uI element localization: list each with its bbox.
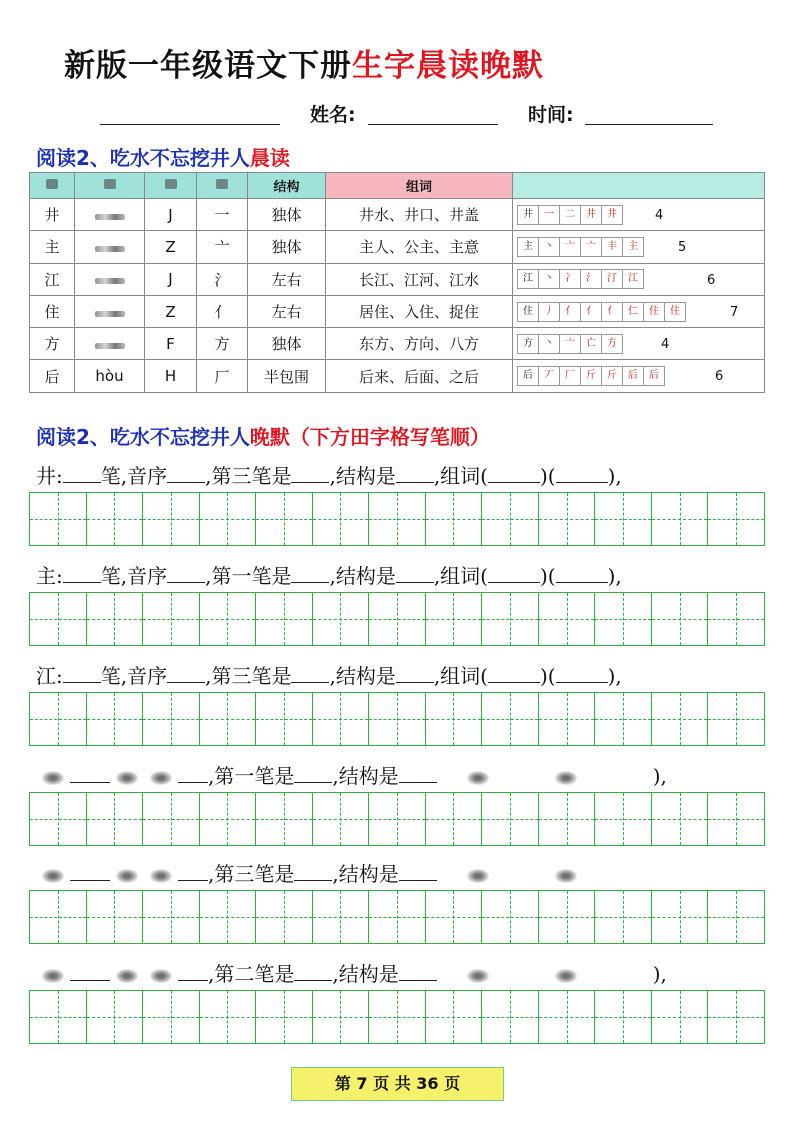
cell-char: 后 — [30, 360, 75, 392]
grid-cell[interactable] — [482, 593, 539, 645]
question-text: ,第一笔是 — [208, 764, 295, 788]
grid-cell[interactable] — [708, 991, 764, 1043]
page-number-badge: 第 7 页 共 36 页 — [291, 1067, 504, 1101]
stroke-step: 丿 — [538, 302, 560, 322]
cell-radical: 亠 — [197, 231, 248, 263]
tianzige-grid — [29, 692, 765, 746]
student-info-row — [0, 96, 794, 130]
stroke-step: 主 — [517, 237, 539, 257]
grid-cell[interactable] — [539, 793, 596, 845]
grid-cell[interactable] — [426, 593, 483, 645]
cell-structure: 左右 — [248, 295, 326, 327]
stroke-step: 丰 — [601, 237, 623, 257]
grid-cell[interactable] — [87, 891, 144, 943]
grid-cell[interactable] — [595, 693, 652, 745]
grid-cell[interactable] — [87, 991, 144, 1043]
grid-cell[interactable] — [539, 693, 596, 745]
grid-cell[interactable] — [539, 493, 596, 545]
stroke-step: 住 — [517, 302, 539, 322]
stroke-step: 井 — [601, 205, 623, 225]
name-blank[interactable] — [368, 124, 498, 125]
grid-cell[interactable] — [539, 991, 596, 1043]
cell-stroke-order — [513, 231, 765, 263]
stroke-count-blank[interactable] — [63, 463, 101, 483]
grid-cell[interactable] — [313, 891, 370, 943]
grid-cell[interactable] — [200, 891, 257, 943]
stroke-blank[interactable] — [294, 961, 332, 981]
word-blank[interactable] — [488, 463, 540, 483]
header-radical — [197, 173, 248, 199]
stroke-blank[interactable] — [291, 663, 329, 683]
blank[interactable] — [178, 961, 208, 981]
grid-cell[interactable] — [200, 693, 257, 745]
cell-pinyin — [75, 263, 145, 295]
grid-cell[interactable] — [256, 593, 313, 645]
table-row — [30, 328, 765, 360]
grid-cell[interactable] — [30, 693, 87, 745]
cell-structure: 独体 — [248, 231, 326, 263]
section-morning-lesson: 阅读2、吃水不忘挖井人 — [36, 146, 250, 170]
question-text: ,第二笔是 — [208, 962, 295, 986]
stroke-step: 亠 — [580, 237, 602, 257]
question-text: ,组词( — [433, 664, 488, 688]
question-text: 笔,音序 — [100, 564, 168, 588]
stroke-count: 6 — [715, 369, 724, 385]
section-evening-title — [36, 421, 490, 450]
grid-cell[interactable] — [426, 891, 483, 943]
header-letter — [145, 173, 197, 199]
question-text: ), — [652, 764, 667, 788]
grid-cell[interactable] — [369, 793, 426, 845]
blank[interactable] — [178, 763, 208, 783]
cell-char: 井 — [30, 199, 75, 231]
initial-blank[interactable] — [167, 563, 205, 583]
grid-cell[interactable] — [143, 593, 200, 645]
grid-cell[interactable] — [87, 493, 144, 545]
question-text: ,结构是 — [329, 464, 396, 488]
cell-letter: J — [145, 199, 197, 231]
table-row — [30, 231, 765, 263]
question-line — [36, 560, 622, 589]
grid-cell[interactable] — [482, 493, 539, 545]
grid-cell[interactable] — [595, 891, 652, 943]
question-text: 主: — [36, 564, 63, 588]
stroke-step: 井 — [517, 205, 539, 225]
stroke-step: 亻 — [580, 302, 602, 322]
cell-pinyin — [75, 231, 145, 263]
stroke-step: 后 — [517, 366, 539, 386]
cell-stroke-order — [513, 328, 765, 360]
cell-structure: 半包围 — [248, 360, 326, 392]
grid-cell[interactable] — [369, 693, 426, 745]
character-table — [29, 172, 765, 393]
title-main: 新版一年级语文下册 — [64, 48, 352, 84]
grid-cell[interactable] — [652, 793, 709, 845]
word-blank[interactable] — [488, 663, 540, 683]
stroke-step: 丶 — [538, 237, 560, 257]
grid-cell[interactable] — [426, 793, 483, 845]
grid-cell[interactable] — [30, 991, 87, 1043]
grid-cell[interactable] — [652, 991, 709, 1043]
section-morning-title — [36, 142, 290, 171]
question-line — [36, 460, 622, 489]
cell-char: 江 — [30, 263, 75, 295]
stroke-step: 住 — [643, 302, 665, 322]
structure-blank[interactable] — [396, 563, 434, 583]
table-row — [30, 199, 765, 231]
cell-letter: J — [145, 263, 197, 295]
stroke-step: 二 — [559, 205, 581, 225]
blank[interactable] — [70, 861, 110, 881]
stroke-blank[interactable] — [291, 563, 329, 583]
stroke-step: 亡 — [580, 334, 602, 354]
word-blank[interactable] — [556, 563, 608, 583]
grid-cell[interactable] — [256, 891, 313, 943]
structure-blank[interactable] — [399, 861, 437, 881]
grid-cell[interactable] — [143, 891, 200, 943]
stroke-step: 一 — [538, 205, 560, 225]
cell-letter: Z — [145, 295, 197, 327]
stroke-step: 仁 — [622, 302, 644, 322]
table-row — [30, 263, 765, 295]
stroke-step: 冫 — [559, 269, 581, 289]
grid-cell[interactable] — [539, 593, 596, 645]
table-row — [30, 295, 765, 327]
word-blank[interactable] — [488, 563, 540, 583]
table-row — [30, 360, 765, 392]
cell-radical: 方 — [197, 328, 248, 360]
grid-cell[interactable] — [200, 593, 257, 645]
grid-cell[interactable] — [652, 593, 709, 645]
stroke-step: 江 — [622, 269, 644, 289]
stroke-step: 后 — [643, 366, 665, 386]
stroke-step: 住 — [664, 302, 686, 322]
question-text: 江: — [36, 664, 63, 688]
grid-cell[interactable] — [369, 991, 426, 1043]
stroke-step: 厂 — [559, 366, 581, 386]
section-evening-lesson: 阅读2、吃水不忘挖井人 — [36, 425, 250, 449]
grid-cell[interactable] — [313, 693, 370, 745]
stroke-count: 6 — [707, 272, 716, 288]
grid-cell[interactable] — [482, 793, 539, 845]
question-text: ,结构是 — [329, 664, 396, 688]
stroke-count-blank[interactable] — [63, 663, 101, 683]
stroke-step: 井 — [580, 205, 602, 225]
cell-char: 住 — [30, 295, 75, 327]
grid-cell[interactable] — [369, 891, 426, 943]
question-text: ,结构是 — [332, 962, 399, 986]
cell-pinyin — [75, 199, 145, 231]
cell-structure: 独体 — [248, 328, 326, 360]
cell-letter: H — [145, 360, 197, 392]
header-pinyin — [75, 173, 145, 199]
question-text: ), — [607, 464, 622, 488]
grid-cell[interactable] — [595, 991, 652, 1043]
question-text: )( — [540, 664, 556, 688]
name-label: 姓名: — [310, 104, 356, 126]
question-line — [36, 760, 667, 789]
cell-words: 主人、公主、主意 — [326, 231, 513, 263]
cell-words: 后来、后面、之后 — [326, 360, 513, 392]
stroke-step: 丶 — [538, 269, 560, 289]
stroke-step: 方 — [517, 334, 539, 354]
grid-cell[interactable] — [313, 793, 370, 845]
grid-cell[interactable] — [143, 493, 200, 545]
title-highlight: 生字晨读晚默 — [352, 48, 544, 84]
tianzige-grid — [29, 592, 765, 646]
grid-cell[interactable] — [708, 593, 764, 645]
structure-blank[interactable] — [399, 763, 437, 783]
cell-pinyin — [75, 328, 145, 360]
cell-radical: 一 — [197, 199, 248, 231]
grid-cell[interactable] — [30, 493, 87, 545]
cell-char: 方 — [30, 328, 75, 360]
stroke-count: 4 — [661, 337, 670, 353]
stroke-blank[interactable] — [294, 763, 332, 783]
question-text: ), — [607, 664, 622, 688]
stroke-step: 亠 — [559, 237, 581, 257]
question-text: ), — [607, 564, 622, 588]
table-header-row — [30, 173, 765, 199]
tianzige-grid — [29, 792, 765, 846]
stroke-step: 亻 — [559, 302, 581, 322]
grid-cell[interactable] — [539, 891, 596, 943]
header-structure: 结构 — [248, 173, 326, 199]
header-strokes — [513, 173, 765, 199]
grid-cell[interactable] — [200, 793, 257, 845]
grid-cell[interactable] — [256, 493, 313, 545]
blank[interactable] — [70, 763, 110, 783]
stroke-step: 汀 — [601, 269, 623, 289]
cell-radical: 亻 — [197, 295, 248, 327]
stroke-blank[interactable] — [291, 463, 329, 483]
grid-cell[interactable] — [482, 991, 539, 1043]
word-blank[interactable] — [556, 663, 608, 683]
blank[interactable] — [178, 861, 208, 881]
grid-cell[interactable] — [313, 991, 370, 1043]
time-label: 时间: — [528, 104, 574, 126]
grid-cell[interactable] — [482, 693, 539, 745]
question-text: 井: — [36, 464, 63, 488]
grid-cell[interactable] — [256, 991, 313, 1043]
grid-cell[interactable] — [256, 693, 313, 745]
initial-blank[interactable] — [167, 463, 205, 483]
cell-letter: Z — [145, 231, 197, 263]
grid-cell[interactable] — [426, 693, 483, 745]
question-text: ,第三笔是 — [205, 664, 292, 688]
grid-cell[interactable] — [426, 991, 483, 1043]
section-evening-tag: 晚默（下方田字格写笔顺） — [249, 425, 490, 449]
grid-cell[interactable] — [200, 991, 257, 1043]
stroke-count-blank[interactable] — [63, 563, 101, 583]
cell-structure: 左右 — [248, 263, 326, 295]
cell-pinyin: hòu — [75, 360, 145, 392]
question-text: ,第一笔是 — [205, 564, 292, 588]
stroke-count: 4 — [655, 208, 664, 223]
stroke-step: 丶 — [538, 334, 560, 354]
stroke-count: 5 — [678, 240, 687, 256]
grid-cell[interactable] — [143, 991, 200, 1043]
structure-blank[interactable] — [399, 961, 437, 981]
word-blank[interactable] — [556, 463, 608, 483]
grid-cell[interactable] — [30, 891, 87, 943]
question-line — [36, 958, 667, 987]
grid-cell[interactable] — [708, 891, 764, 943]
stroke-step: 方 — [601, 334, 623, 354]
grid-cell[interactable] — [30, 593, 87, 645]
grid-cell[interactable] — [87, 693, 144, 745]
grid-cell[interactable] — [143, 693, 200, 745]
question-text: ,结构是 — [332, 862, 399, 886]
question-text: ,组词( — [433, 564, 488, 588]
grid-cell[interactable] — [313, 493, 370, 545]
cell-radical: 厂 — [197, 360, 248, 392]
class-blank[interactable] — [100, 124, 280, 125]
grid-cell[interactable] — [708, 693, 764, 745]
grid-cell[interactable] — [143, 793, 200, 845]
stroke-step: 斤 — [580, 366, 602, 386]
initial-blank[interactable] — [167, 663, 205, 683]
question-text: ,第三笔是 — [205, 464, 292, 488]
cell-words: 居住、入住、捉住 — [326, 295, 513, 327]
cell-words: 井水、井口、井盖 — [326, 199, 513, 231]
tianzige-grid — [29, 890, 765, 944]
question-text: ,结构是 — [332, 764, 399, 788]
grid-cell[interactable] — [595, 493, 652, 545]
question-line — [36, 660, 622, 689]
page-title — [64, 40, 544, 85]
stroke-step: 江 — [517, 269, 539, 289]
tianzige-grid — [29, 990, 765, 1044]
grid-cell[interactable] — [652, 891, 709, 943]
header-char — [30, 173, 75, 199]
question-line — [36, 858, 653, 887]
blank[interactable] — [70, 961, 110, 981]
grid-cell[interactable] — [313, 593, 370, 645]
grid-cell[interactable] — [595, 593, 652, 645]
structure-blank[interactable] — [396, 463, 434, 483]
cell-stroke-order — [513, 199, 765, 231]
grid-cell[interactable] — [708, 493, 764, 545]
stroke-step: 亠 — [559, 334, 581, 354]
question-text: ,第三笔是 — [208, 862, 295, 886]
time-blank[interactable] — [585, 124, 713, 125]
stroke-step: 后 — [622, 366, 644, 386]
stroke-step: 主 — [622, 237, 644, 257]
cell-stroke-order — [513, 360, 765, 392]
grid-cell[interactable] — [652, 493, 709, 545]
question-text: ,组词( — [433, 464, 488, 488]
stroke-step: 氵 — [580, 269, 602, 289]
grid-cell[interactable] — [426, 493, 483, 545]
grid-cell[interactable] — [482, 891, 539, 943]
cell-pinyin — [75, 295, 145, 327]
section-morning-tag: 晨读 — [249, 146, 290, 170]
stroke-step: 斤 — [601, 366, 623, 386]
cell-stroke-order — [513, 263, 765, 295]
question-text: 笔,音序 — [100, 464, 168, 488]
tianzige-grid — [29, 492, 765, 546]
cell-letter: F — [145, 328, 197, 360]
grid-cell[interactable] — [200, 493, 257, 545]
grid-cell[interactable] — [87, 793, 144, 845]
structure-blank[interactable] — [396, 663, 434, 683]
grid-cell[interactable] — [87, 593, 144, 645]
grid-cell[interactable] — [256, 793, 313, 845]
cell-stroke-order — [513, 295, 765, 327]
cell-words: 东方、方向、八方 — [326, 328, 513, 360]
header-words: 组词 — [326, 173, 513, 199]
stroke-blank[interactable] — [294, 861, 332, 881]
stroke-step: 亻 — [601, 302, 623, 322]
grid-cell[interactable] — [708, 793, 764, 845]
stroke-count: 7 — [730, 304, 739, 320]
cell-char: 主 — [30, 231, 75, 263]
question-text: 笔,音序 — [100, 664, 168, 688]
grid-cell[interactable] — [30, 793, 87, 845]
stroke-step: 丆 — [538, 366, 560, 386]
grid-cell[interactable] — [369, 493, 426, 545]
question-text: )( — [540, 564, 556, 588]
question-text: ), — [652, 962, 667, 986]
grid-cell[interactable] — [369, 593, 426, 645]
cell-words: 长江、江河、江水 — [326, 263, 513, 295]
cell-structure: 独体 — [248, 199, 326, 231]
cell-radical: 氵 — [197, 263, 248, 295]
question-text: )( — [540, 464, 556, 488]
question-text: ,结构是 — [329, 564, 396, 588]
grid-cell[interactable] — [595, 793, 652, 845]
grid-cell[interactable] — [652, 693, 709, 745]
